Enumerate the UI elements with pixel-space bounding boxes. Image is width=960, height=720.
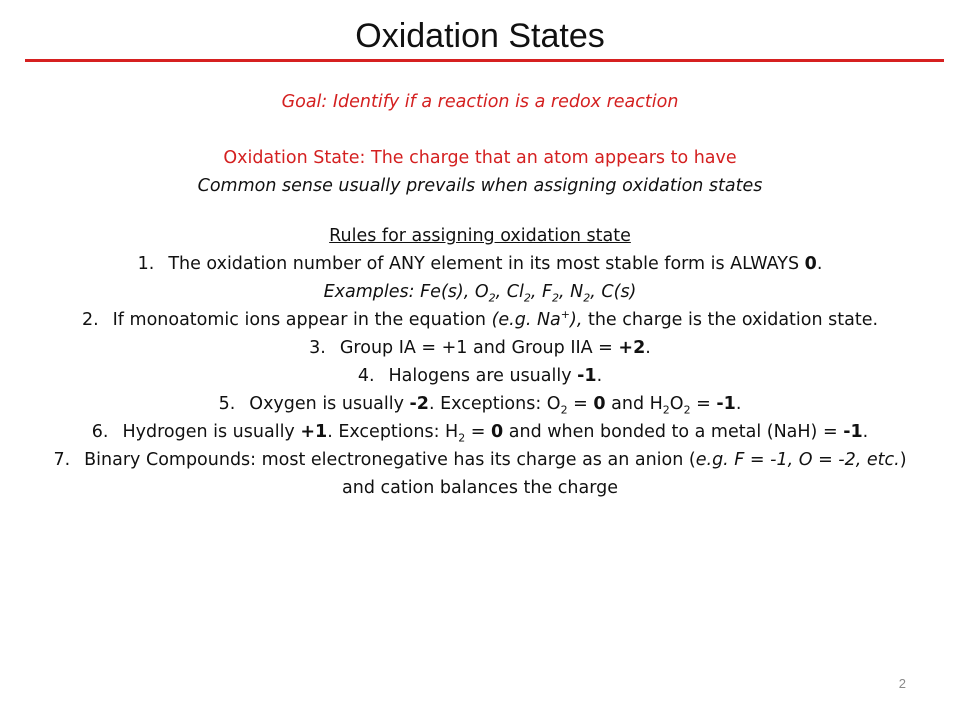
title-underline-divider [25,59,944,62]
rule-2: 2. If monoatomic ions appear in the equation (e.g. Na+), the charge is the oxidation state. [81,308,879,330]
common-sense-text: Common sense usually prevails when assigning oxidation states [197,176,763,196]
rule-7: 7. Binary Compounds: most electronegative has its charge as an anion (e.g. F = -1, O = -2, etc.) and cation balances the charge [53,450,907,498]
rule-1: 1. The oxidation number of ANY element in its most stable form is ALWAYS 0. [137,254,823,274]
rule-3: 3. Group IA = +1 and Group IIA = +2. [309,338,651,358]
page-number: 2 [898,676,906,691]
rule-6: 6. Hydrogen is usually +1. Exceptions: $H_2 = 0$ and when bonded to a metal (NaH) = -1. [91,422,869,445]
slide-body [40,88,920,502]
definition-text: Oxidation State: The charge that an atom appears to have [223,148,737,168]
rules-heading: Rules for assigning oxidation state [329,226,631,246]
goal-text: Goal: Identify if a reaction is a redox reaction [281,92,679,112]
rule-5: 5. Oxygen is usually -2. Exceptions: $O_2 = 0$ and $H_2O_2 = -1$. [218,394,742,417]
rule-4: 4. Halogens are usually -1. [357,366,603,386]
slide-title: Oxidation States [355,17,605,55]
rule-1-examples: Examples: Fe(s), $O_2$, $Cl_2$, $F_2$, $N_2$, C(s) [323,282,637,305]
